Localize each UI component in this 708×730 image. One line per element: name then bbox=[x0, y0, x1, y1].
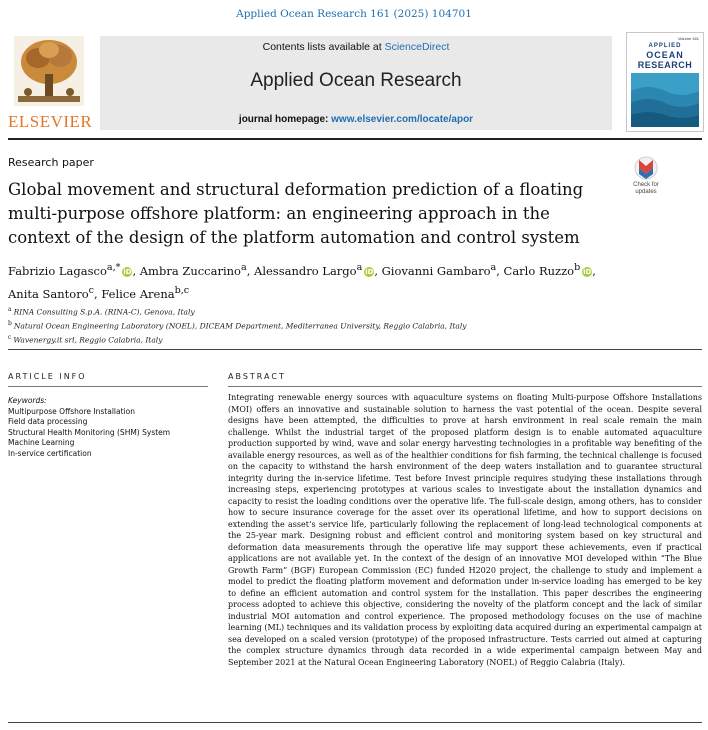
author-affiliation-marker[interactable]: a,* bbox=[106, 262, 121, 273]
cover-title-line-1: APPLIED bbox=[648, 43, 682, 49]
orcid-icon[interactable]: iD bbox=[583, 267, 592, 276]
author-separator: , bbox=[592, 263, 596, 278]
author-affiliation-marker[interactable]: a bbox=[356, 262, 363, 273]
homepage-line bbox=[100, 114, 612, 125]
abstract-text: Integrating renewable energy sources with aquaculture systems on floating Multi-purpose Offshore Installations (MOI) offers an innovative and sustainable solution to harness the vast potential of the ocean. Despite several designs have been attempted, the difficulties to prove at harsh environment in real scale remain the main challenge. Whilst the industrial target of the proposed platform design is to enable automated aquaculture production supported by wind, wave and solar energy harvesting technologies in a profitable way benefiting of the available energy resources, as well as of the healthier conditions for fish farming, the technical challenge is focused on the capacity to withstand the harsh environment of the deep waters installation and to guarantee structural integrity during the in-service lifetime. Test before Invest principle requires studying these installations through increasing steps, experiencing prototypes at various scales to investigate about the installation dynamics and capacity to resist the loading conditions over the operative life. The full-scale design, among others, has to consider how to secure insurance coverage for the asset over its operational lifetime, and how to support decisions on extending the asset’s service life, particularly following the replacement of long-lead technological components at the 25-year mark. Designing robust and efficient control and monitoring system based on key structural and deformation data measurements through the operative life may support these achievements, even if practical applications are not available yet. In the context of the design of an innovative MOI developed within “The Blue Growth Farm” (BGF) European Commission (EC) funded H2020 project, the challenge to study and implement a model to predict the floating platform movement and deformation under in-service loading has emerged to be key to define an efficient automation and control system for the installation. This paper describes the engineering process adopted to achieve this objective, considering the novelty of the platform concept and the lack of similar industrial MOI automation and control experience. The proposed methodology focuses on the use of machine learning (ML) techniques and its validation process by exploiting data acquired during an experimental campaign at sea developed on a scaled version (prototype) of the proposed infrastructure. Tests carried out aimed at capturing the complex structure dynamics through data recorded in a wide experimental campaign between May and September 2021 at the Natural Ocean Engineering Laboratory (NOEL) of Reggio Calabria (Italy). bbox=[228, 393, 702, 667]
author-separator: , bbox=[246, 263, 251, 278]
header-divider bbox=[8, 138, 702, 140]
abstract-heading: ABSTRACT bbox=[228, 372, 286, 381]
author-separator: , bbox=[374, 263, 378, 278]
author-affiliation-marker[interactable]: a bbox=[240, 262, 247, 273]
journal-citation-link[interactable]: Applied Ocean Research 161 (2025) 104701 bbox=[236, 8, 472, 20]
publisher-name: ELSEVIER bbox=[8, 112, 93, 131]
affiliation-item bbox=[8, 304, 688, 318]
journal-homepage-link[interactable]: www.elsevier.com/locate/apor bbox=[331, 114, 474, 125]
keyword-item: In-service certification bbox=[8, 448, 92, 458]
author-affiliation-marker[interactable]: b bbox=[574, 262, 581, 273]
orcid-icon[interactable]: iD bbox=[123, 267, 132, 276]
keyword-item: Field data processing bbox=[8, 417, 88, 426]
sciencedirect-link[interactable]: ScienceDirect bbox=[384, 41, 450, 53]
contents-line bbox=[100, 41, 612, 53]
keyword-item: Multipurpose Offshore Installation bbox=[8, 406, 135, 416]
keyword-item: Structural Health Monitoring (SHM) System bbox=[8, 427, 171, 437]
contents-prefix: Contents lists available at bbox=[262, 41, 385, 53]
cover-ocean-image bbox=[631, 73, 699, 127]
author-name[interactable]: Fabrizio Lagasco bbox=[8, 263, 107, 278]
journal-masthead bbox=[8, 30, 702, 134]
homepage-prefix: journal homepage: bbox=[238, 114, 332, 125]
front-matter-divider bbox=[8, 349, 702, 350]
journal-cover-thumbnail[interactable] bbox=[626, 32, 704, 132]
affiliation-label: b bbox=[8, 320, 12, 327]
crossmark-label: Check for updates bbox=[633, 182, 659, 195]
article-info-heading: ARTICLE INFO bbox=[8, 372, 87, 381]
affiliation-text: Wavenergy.it srl, Reggio Calabria, Italy bbox=[13, 335, 163, 345]
author-separator: , bbox=[94, 286, 98, 301]
author-name[interactable]: Carlo Ruzzo bbox=[503, 263, 575, 278]
author-name[interactable]: Felice Arena bbox=[101, 286, 175, 301]
orcid-icon[interactable]: iD bbox=[365, 267, 374, 276]
affiliation-text: RINA Consulting S.p.A. (RINA-C), Genova, Italy bbox=[13, 307, 195, 317]
abstract-bottom-rule bbox=[8, 722, 702, 723]
author-affiliation-marker[interactable]: a bbox=[490, 262, 497, 273]
affiliation-label: a bbox=[8, 306, 12, 313]
cover-title-line-2: OCEAN bbox=[646, 50, 684, 60]
keyword-list bbox=[8, 407, 208, 460]
elsevier-logo[interactable] bbox=[8, 30, 93, 131]
keywords-block bbox=[8, 396, 208, 459]
author-separator: , bbox=[132, 263, 137, 278]
abstract-body bbox=[228, 392, 702, 668]
author-list bbox=[8, 258, 688, 304]
affiliation-item bbox=[8, 318, 688, 332]
keyword-item: Machine Learning bbox=[8, 438, 75, 447]
masthead-banner bbox=[100, 36, 612, 130]
author-affiliation-marker[interactable]: b,c bbox=[174, 284, 190, 296]
article-type: Research paper bbox=[8, 156, 94, 169]
elsevier-tree-icon bbox=[14, 36, 84, 106]
keywords-label: Keywords: bbox=[8, 396, 47, 405]
affiliation-item bbox=[8, 332, 688, 346]
author-name[interactable]: Giovanni Gambaro bbox=[381, 263, 491, 278]
cover-title-line-3: RESEARCH bbox=[637, 60, 693, 70]
author-name[interactable]: Ambra Zuccarino bbox=[139, 263, 241, 278]
affiliation-label: c bbox=[8, 334, 12, 341]
affiliation-list bbox=[8, 304, 688, 346]
article-info-rule bbox=[8, 386, 208, 387]
crossmark-icon bbox=[626, 156, 666, 182]
abstract-rule bbox=[228, 386, 702, 387]
journal-title: Applied Ocean Research bbox=[250, 70, 462, 91]
author-separator: , bbox=[496, 263, 500, 278]
article-title: Global movement and structural deformation prediction of a floating multi-purpose offshore platform: an engineering approach in the context of the design of the platform automation and control system bbox=[8, 180, 584, 247]
author-affiliation-marker[interactable]: c bbox=[88, 284, 95, 296]
crossmark-button[interactable] bbox=[626, 156, 666, 196]
affiliation-text: Natural Ocean Engineering Laboratory (NOEL), DICEAM Department, Mediterranea University, Reggio Calabria, Italy bbox=[13, 321, 467, 331]
author-name[interactable]: Anita Santoro bbox=[8, 286, 89, 301]
cover-volume-text: Volume 161 bbox=[677, 36, 699, 41]
author-name[interactable]: Alessandro Largo bbox=[254, 263, 357, 278]
